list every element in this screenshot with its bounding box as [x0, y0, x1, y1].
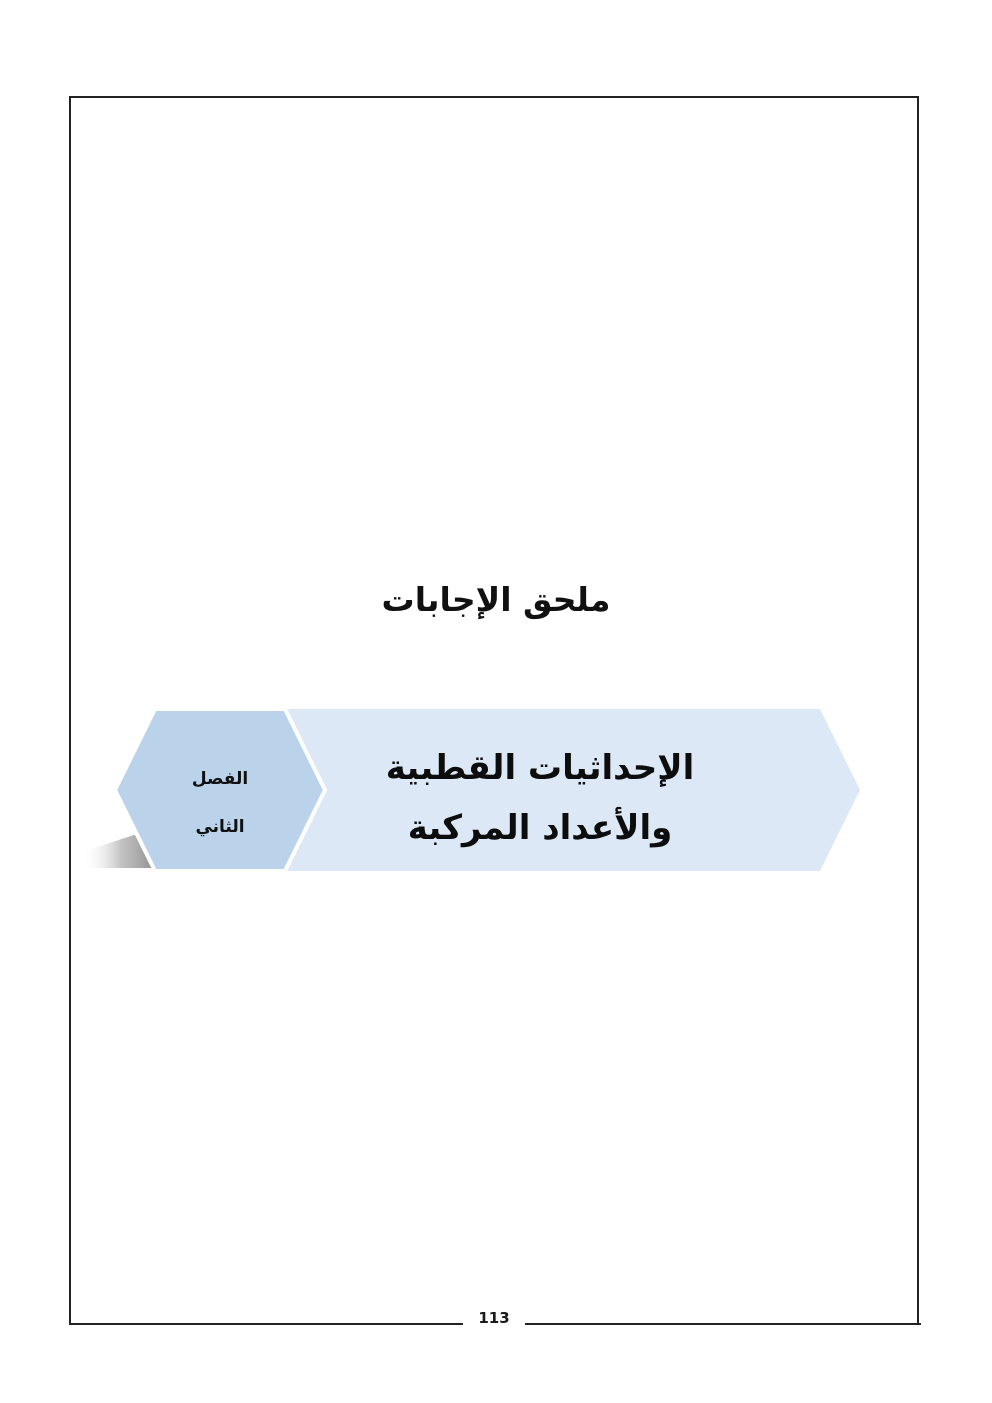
banner-title-line2: والأعداد المركبة [407, 808, 673, 848]
footer-rule-right [525, 1323, 921, 1325]
banner-title-line1: الإحداثيات القطبية [385, 748, 695, 788]
footer-rule-left [69, 1323, 463, 1325]
chapter-label-line2: الثاني [195, 817, 245, 837]
banner-title [300, 738, 780, 858]
chapter-label [150, 755, 290, 851]
chapter-label-line1: الفصل [191, 769, 249, 789]
page-number: 113 [478, 1309, 510, 1327]
appendix-title: ملحق الإجابات [381, 580, 611, 619]
